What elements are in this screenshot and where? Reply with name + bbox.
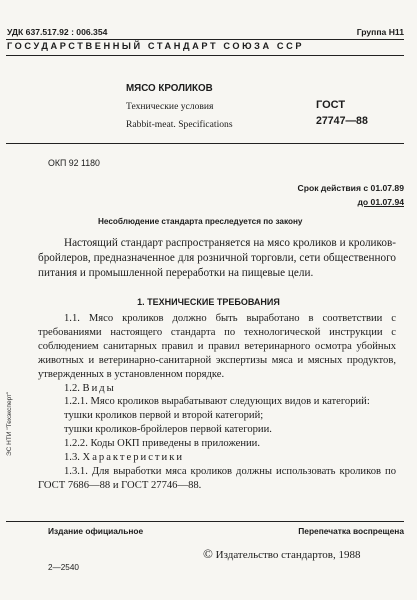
clause-1-2-number: 1.2. — [64, 382, 80, 394]
print-code: 2—2540 — [48, 563, 79, 572]
doc-title-en: Rabbit-meat. Specifications — [126, 119, 233, 130]
group-code: Группа Н11 — [356, 27, 404, 37]
category-item-2: тушки кроликов-бройлеров первой категории. — [64, 424, 272, 436]
validity-from: Срок действия с 01.07.89 — [297, 183, 404, 193]
reprint-notice: Перепечатка воспрещена — [298, 526, 404, 536]
gost-label: ГОСТ — [316, 99, 346, 111]
clause-1-3 — [38, 451, 396, 465]
clause-1-3-number: 1.3. — [64, 452, 80, 464]
section-heading: 1. ТЕХНИЧЕСКИЕ ТРЕБОВАНИЯ — [137, 297, 280, 307]
sidebar-source: ЭС НТИ "Техэксперт" — [6, 391, 13, 456]
section-body — [38, 312, 396, 493]
header-rule-top — [6, 39, 404, 40]
clause-1-3-1: 1.3.1. Для выработки мяса кроликов должны использовать кроликов по ГОСТ 7686—88 и ГОСТ 27746—88. — [38, 465, 396, 491]
clause-1-2-2: 1.2.2. Коды ОКП приведены в приложении. — [64, 438, 260, 450]
gost-number: 27747—88 — [316, 115, 368, 127]
category-item-1: тушки кроликов первой и второй категорий; — [64, 410, 264, 422]
intro-text: Настоящий стандарт распространяется на мясо кроликов и кроликов-бройлеров, предназначенное для розничной торговли, сети общественного питания и промышленной переработки на пищевые цели. — [38, 237, 396, 279]
doc-title-ru: МЯСО КРОЛИКОВ — [126, 83, 213, 94]
agency-title: ГОСУДАРСТВЕННЫЙ СТАНДАРТ СОЮЗА ССР — [7, 41, 305, 51]
title-rule — [6, 143, 404, 144]
header-rule-bottom — [6, 55, 404, 56]
clause-1-3-title: Характеристики — [82, 452, 185, 464]
okp-code: ОКП 92 1180 — [48, 158, 100, 168]
validity-to: до 01.07.94 — [357, 197, 404, 207]
legal-notice: Несоблюдение стандарта преследуется по закону — [98, 217, 303, 226]
footer-rule — [6, 521, 404, 522]
clause-1-2-title: Виды — [82, 382, 116, 394]
copyright-line — [203, 546, 360, 562]
official-edition: Издание официальное — [48, 526, 144, 536]
intro-paragraph — [38, 236, 396, 280]
copyright-symbol: © — [203, 546, 213, 561]
clause-1-2-1: 1.2.1. Мясо кроликов вырабатывают следующих видов и категорий: — [64, 396, 370, 408]
clause-1-1: 1.1. Мясо кроликов должно быть выработано в соответствии с требованиями настоящего стандарта по технологической инструкции с соблюдением санитарных правил и правил ветеринарного осмотра убойных животных и ветеринарно-санитарной экспертизы мяса и мясных продуктов, утвержденных в установленном порядке. — [38, 313, 396, 380]
clause-1-2 — [38, 382, 396, 396]
doc-subtitle-ru: Технические условия — [126, 101, 214, 112]
udk-code: УДК 637.517.92 : 006.354 — [7, 27, 108, 37]
publisher: Издательство стандартов, 1988 — [215, 549, 361, 561]
